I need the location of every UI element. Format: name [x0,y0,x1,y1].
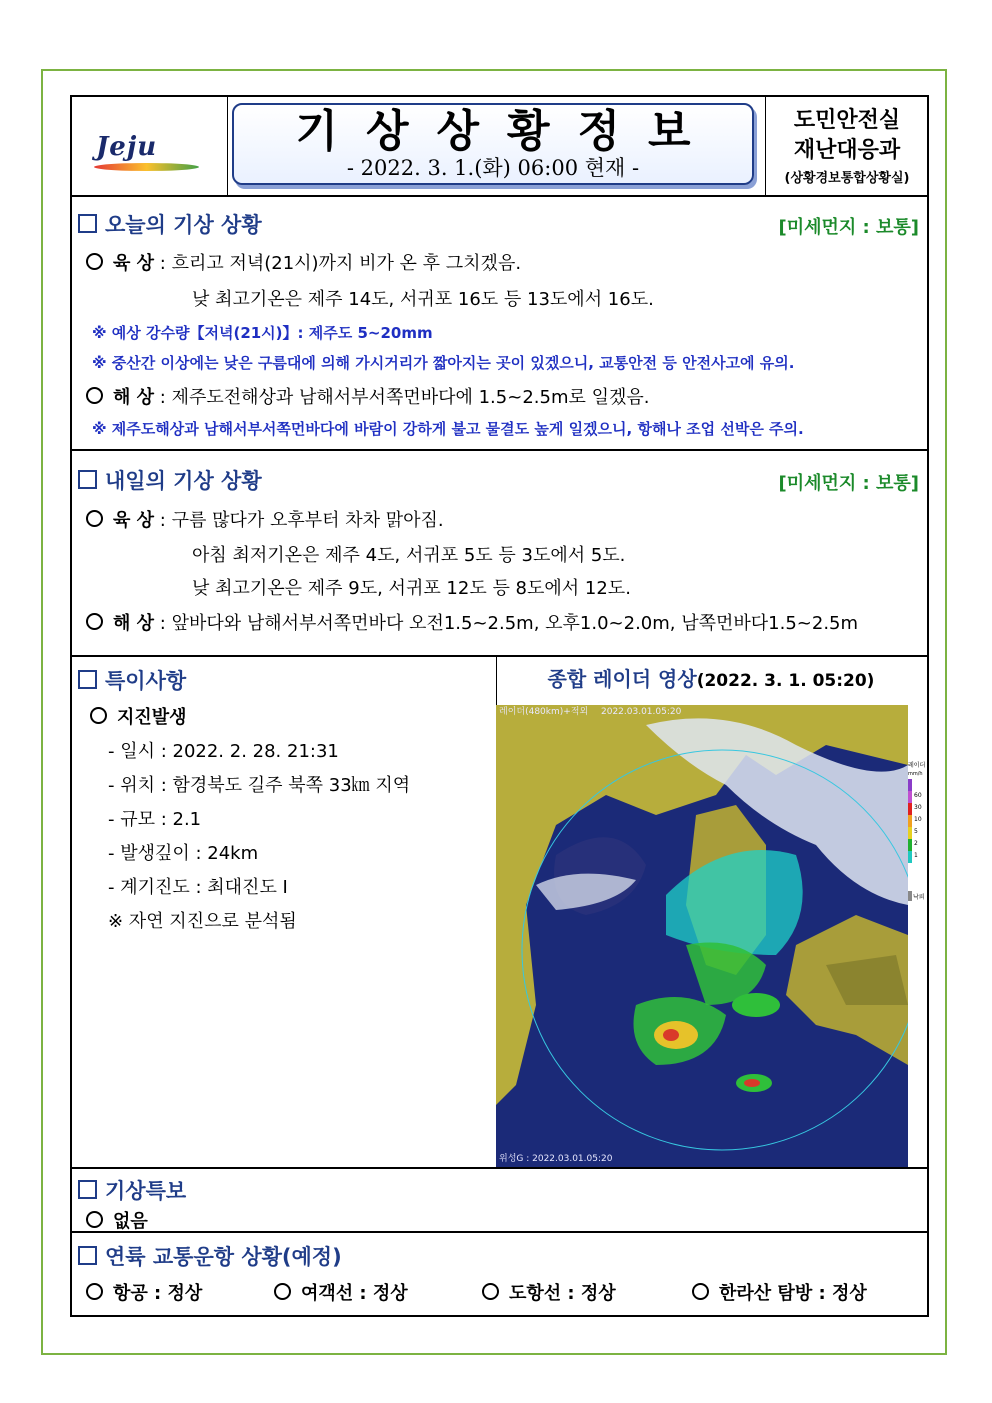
scale-value: 30 [914,804,922,811]
special-line: - 계기진도 : 최대진도 Ⅰ [108,877,288,898]
today-sea: 해 상 : 제주도전해상과 남해서부서쪽먼바다에 1.5~2.5m로 일겠음. [86,383,649,409]
radar-title: 종합 레이더 영상(2022. 3. 1. 05:20) [547,667,875,691]
tomorrow-section [72,451,927,657]
today-note-1: ※ 예상 강수량【저녁(21시)】: 제주도 5~20mm [92,324,433,342]
circle-icon [86,1283,103,1300]
radar-tag-time: 2022.03.01.05:20 [601,707,682,717]
checkbox-icon [78,214,97,233]
circle-icon [86,253,103,270]
scale-value: 60 [914,792,922,799]
checkbox-icon [78,470,97,489]
checkbox-icon [78,1246,97,1265]
scale-value: 1 [914,852,918,859]
dept-line3: (상황경보통합상황실) [784,171,910,186]
circle-icon [274,1283,291,1300]
scale-unit: mm/h [908,771,923,777]
today-land: 육 상 : 흐리고 저녁(21시)까지 비가 온 후 그치겠음. [86,249,521,275]
special-line: - 위치 : 함경북도 길주 북쪽 33㎞ 지역 [108,775,411,796]
dept-line1: 도민안전실 [793,108,901,133]
circle-icon [86,510,103,527]
radar-image [496,705,908,1167]
title-box [232,103,754,185]
traffic-heading: 연륙 교통운항 상황(예정) [78,1241,342,1271]
scale-value: 10 [914,816,922,823]
logo-cell [72,97,228,195]
page-title: 기상상황정보 [295,106,719,157]
today-note-3: ※ 제주도해상과 남해서부서쪽먼바다에 바람이 강하게 불고 물결도 높게 일겠으니, 항해나 조업 선박은 주의. [92,420,804,438]
tomorrow-heading: 내일의 기상 상황 [78,465,262,495]
today-heading: 오늘의 기상 상황 [78,209,262,239]
checkbox-icon [78,1180,97,1199]
document [70,95,929,1317]
radar-tag-top: 레이더(480km)+적외 [499,707,589,717]
scale-low: 낙뢰 [913,894,925,901]
today-note-2: ※ 중산간 이상에는 낮은 구름대에 의해 가시거리가 짧아지는 곳이 있겠으니, 교통안전 등 안전사고에 유의. [92,354,795,372]
circle-icon [482,1283,499,1300]
circle-icon [86,613,103,630]
special-line: - 발생깊이 : 24km [108,843,259,864]
scale-title: 레이더 [908,762,926,769]
scale-value: 5 [914,828,918,835]
dept-line2: 재난대응과 [793,138,901,163]
radar-scale [908,705,927,1167]
special-line: ※ 자연 지진으로 분석됨 [108,911,297,932]
checkbox-icon [78,670,97,689]
today-dust: [미세먼지 : 보통] [778,217,919,238]
tomorrow-sea: 해 상 : 앞바다와 남해서부서쪽먼바다 오전1.5~2.5m, 오후1.0~2.0m, 남쪽먼바다1.5~2.5m [86,609,858,635]
traffic-item: 한라산 탐방 : 정상 [692,1279,867,1305]
scale-value: 2 [914,840,918,847]
special-line: - 규모 : 2.1 [108,809,202,830]
traffic-item: 여객선 : 정상 [274,1279,408,1305]
circle-icon [692,1283,709,1300]
traffic-item: 도항선 : 정상 [482,1279,616,1305]
special-section [72,657,927,1169]
today-land-2: 낮 최고기온은 제주 14도, 서귀포 16도 등 13도에서 16도. [192,289,654,310]
warning-heading: 기상특보 [78,1175,186,1205]
circle-icon [90,707,107,724]
traffic-item: 항공 : 정상 [86,1279,202,1305]
header [72,97,927,197]
tomorrow-land-2: 아침 최저기온은 제주 4도, 서귀포 5도 등 3도에서 5도. [192,545,626,566]
special-line: - 일시 : 2022. 2. 28. 21:31 [108,741,339,762]
radar-tag-bottom: 위성G : 2022.03.01.05:20 [499,1154,613,1164]
circle-icon [86,387,103,404]
tomorrow-dust: [미세먼지 : 보통] [778,473,919,494]
special-item: 지진발생 [90,703,187,729]
warning-section [72,1169,927,1233]
department [765,97,928,195]
warning-value: 없음 [86,1207,148,1233]
logo-swoosh-icon [94,163,199,171]
traffic-section [72,1233,927,1317]
jeju-logo: Jeju [96,132,158,162]
tomorrow-land-3: 낮 최고기온은 제주 9도, 서귀포 12도 등 8도에서 12도. [192,578,631,599]
page-subtitle: - 2022. 3. 1.(화) 06:00 현재 - [346,156,640,180]
tomorrow-land: 육 상 : 구름 많다가 오후부터 차차 맑아짐. [86,506,444,532]
today-section [72,195,927,451]
special-heading: 특이사항 [78,665,186,695]
circle-icon [86,1211,103,1228]
